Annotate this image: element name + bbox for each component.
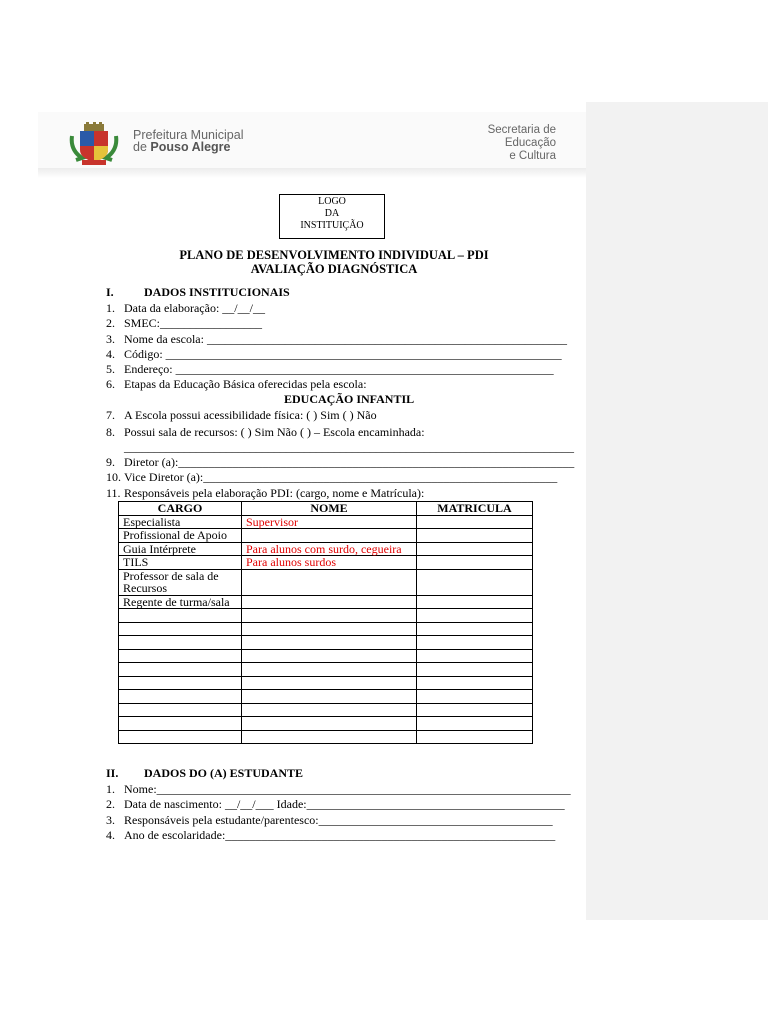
comment-panel xyxy=(586,102,768,920)
table-row-empty[interactable] xyxy=(119,636,533,650)
document-subtitle: AVALIAÇÃO DIAGNÓSTICA xyxy=(250,262,418,276)
secretaria-name: Secretaria de Educação e Cultura xyxy=(487,124,556,162)
document-title: PLANO DE DESENVOLVIMENTO INDIVIDUAL – PDI xyxy=(179,248,489,262)
table-row: Especialista Supervisor xyxy=(119,515,533,529)
list-item: 6. Etapas da Educação Básica oferecidas pela escola: xyxy=(106,377,367,391)
list-item: 4. Ano de escolaridade:_______________________________________________________ xyxy=(106,828,556,842)
list-item: 2. Data de nascimento: __/__/___ Idade:___________________________________________ xyxy=(106,797,565,811)
table-row-empty[interactable] xyxy=(119,676,533,690)
table-row-empty[interactable] xyxy=(119,717,533,731)
list-item: 9. Diretor (a):__________________________________________________________________ xyxy=(106,455,575,469)
col-header-cargo: CARGO xyxy=(119,502,242,516)
list-item: 3. Nome da escola: ____________________________________________________________ xyxy=(106,332,567,346)
letterhead-shadow xyxy=(38,168,586,178)
table-row: Guia Intérprete Para alunos com surdo, cegueira xyxy=(119,542,533,556)
table-row-empty[interactable] xyxy=(119,622,533,636)
list-item: 4. Código: __________________________________________________________________ xyxy=(106,347,562,361)
prefeitura-line1: Prefeitura Municipal xyxy=(133,128,244,142)
responsaveis-table xyxy=(118,501,533,744)
section2-heading: II. DADOS DO (A) ESTUDANTE xyxy=(106,766,304,780)
col-header-matricula: MATRICULA xyxy=(417,502,533,516)
table-header-row xyxy=(119,502,533,516)
list-item: 11. Responsáveis pela elaboração PDI: (cargo, nome e Matrícula): xyxy=(106,486,425,500)
list-item: 7. A Escola possui acessibilidade física: ( ) Sim ( ) Não xyxy=(106,408,377,422)
table-row-empty[interactable] xyxy=(119,663,533,677)
table-row: TILS Para alunos surdos xyxy=(119,556,533,570)
list-item: 1. Data da elaboração: __/__/__ xyxy=(106,301,265,315)
table-row-empty[interactable] xyxy=(119,690,533,704)
table-row: Regente de turma/sala xyxy=(119,595,533,609)
prefeitura-line2: de Pouso Alegre xyxy=(133,140,231,154)
section1-heading: I. DADOS INSTITUCIONAIS xyxy=(106,285,290,299)
continuation-line: ___________________________________________________________________________ xyxy=(124,440,574,454)
table-row-empty[interactable] xyxy=(119,609,533,623)
city-name: Pouso Alegre xyxy=(150,140,231,154)
table-row: Professor de sala de Recursos xyxy=(119,569,533,595)
table-row-empty[interactable] xyxy=(119,703,533,717)
subheading-educacao-infantil: EDUCAÇÃO INFANTIL xyxy=(284,392,415,406)
logo-placeholder-box: LOGO DA INSTITUIÇÃO xyxy=(279,194,385,239)
list-item: 3. Responsáveis pela estudante/parentesco:_______________________________________ xyxy=(106,813,553,827)
list-item: 5. Endereço: _______________________________________________________________ xyxy=(106,362,554,376)
col-header-nome: NOME xyxy=(242,502,417,516)
list-item: 2. SMEC:_________________ xyxy=(106,316,263,330)
table-row-empty[interactable] xyxy=(119,649,533,663)
municipal-crest-logo xyxy=(68,122,120,166)
list-item: 1. Nome:_____________________________________________________________________ xyxy=(106,782,571,796)
list-item: 8. Possui sala de recursos: ( ) Sim Não ( ) – Escola encaminhada: xyxy=(106,425,425,439)
list-item: 10. Vice Diretor (a):___________________________________________________________ xyxy=(106,470,558,484)
prefeitura-name xyxy=(133,129,243,153)
table-row-empty[interactable] xyxy=(119,730,533,744)
table-row: Profissional de Apoio xyxy=(119,529,533,543)
